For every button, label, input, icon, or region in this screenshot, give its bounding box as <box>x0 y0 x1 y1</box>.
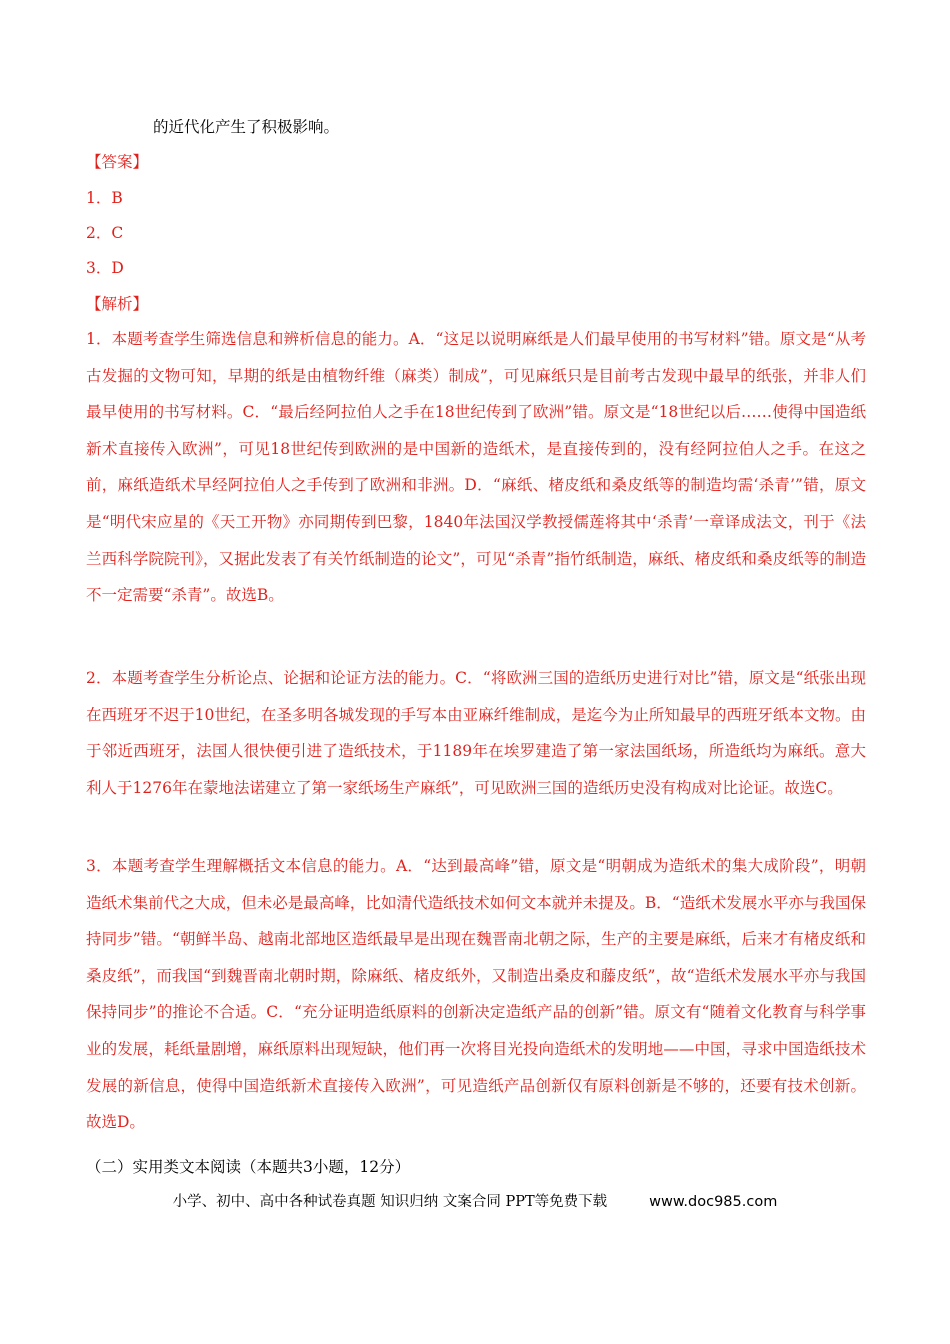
footer <box>0 1192 950 1212</box>
answer-item-2: 2．C <box>86 224 124 242</box>
answer-item-1: 1．B <box>86 189 123 207</box>
explanation-3: 3．本题考查学生理解概括文本信息的能力。A．“达到最高峰”错，原文是“明朝成为造纸术的集大成阶段”，明朝造纸术集前代之大成，但未必是最高峰，比如清代造纸技术如何文本就并未提及。B．“造纸术发展水平亦与我国保持同步”错。“朝鲜半岛、越南北部地区造纸最早是出现在魏晋南北朝之际，生产的主要是麻纸，后来才有楮皮纸和桑皮纸”，而我国“到魏晋南北朝时期，除麻纸、楮皮纸外，又制造出桑皮和藤皮纸”，故“造纸术发展水平亦与我国保持同步”的推论不合适。C．“充分证明造纸原料的创新决定造纸产品的创新”错。原文有“随着文化教育与科学事业的发展，耗纸量剧增，麻纸原料出现短缺，他们再一次将目光投向造纸术的发明地——中国，寻求中国造纸技术发展的新信息，使得中国造纸新术直接传入欧洲”，可见造纸产品创新仅有原料创新是不够的，还要有技术创新。故选D。 <box>86 857 866 1132</box>
explanation-2: 2．本题考查学生分析论点、论据和论证方法的能力。C．“将欧洲三国的造纸历史进行对比”错，原文是“纸张出现在西班牙不迟于10世纪，在圣多明各城发现的手写本由亚麻纤维制成，是迄今为止所知最早的西班牙纸本文物。由于邻近西班牙，法国人很快便引进了造纸技术，于1189年在埃罗建造了第一家法国纸场，所造纸均为麻纸。意大利人于1276年在蒙地法诺建立了第一家纸场生产麻纸”，可见欧洲三国的造纸历史没有构成对比论证。故选C。 <box>86 669 866 797</box>
intro-tail-text: 的近代化产生了积极影响。 <box>153 118 340 136</box>
explanation-1: 1．本题考查学生筛选信息和辨析信息的能力。A．“这足以说明麻纸是人们最早使用的书写材料”错。原文是“从考古发掘的文物可知，早期的纸是由植物纤维（麻类）制成”，可见麻纸只是目前考古发现中最早的纸张，并非人们最早使用的书写材料。C．“最后经阿拉伯人之手在18世纪传到了欧洲”错。原文是“18世纪以后……使得中国造纸新术直接传入欧洲”，可见18世纪传到欧洲的是中国新的造纸术，是直接传到的，没有经阿拉伯人之手。在这之前，麻纸造纸术早经阿拉伯人之手传到了欧洲和非洲。D．“麻纸、楮皮纸和桑皮纸等的制造均需‘杀青’”错，原文是“明代宋应星的《天工开物》亦同期传到巴黎，1840年法国汉学教授儒莲将其中‘杀青’一章译成法文，刊于《法兰西科学院院刊》，又据此发表了有关竹纸制造的论文”，可见“杀青”指竹纸制造，麻纸、楮皮纸和桑皮纸等的制造不一定需要“杀青”。故选B。 <box>86 330 866 605</box>
footer-text: 小学、初中、高中各种试卷真题 知识归纳 文案合同 PPT等免费下载 <box>172 1194 608 1210</box>
answer-item-3: 3．D <box>86 259 124 277</box>
analysis-header: 【解析】 <box>86 295 149 313</box>
section-title: （二）实用类文本阅读（本题共3小题，12分） <box>86 1158 411 1176</box>
footer-url[interactable]: www.doc985.com <box>649 1194 778 1210</box>
answer-header: 【答案】 <box>86 153 149 171</box>
